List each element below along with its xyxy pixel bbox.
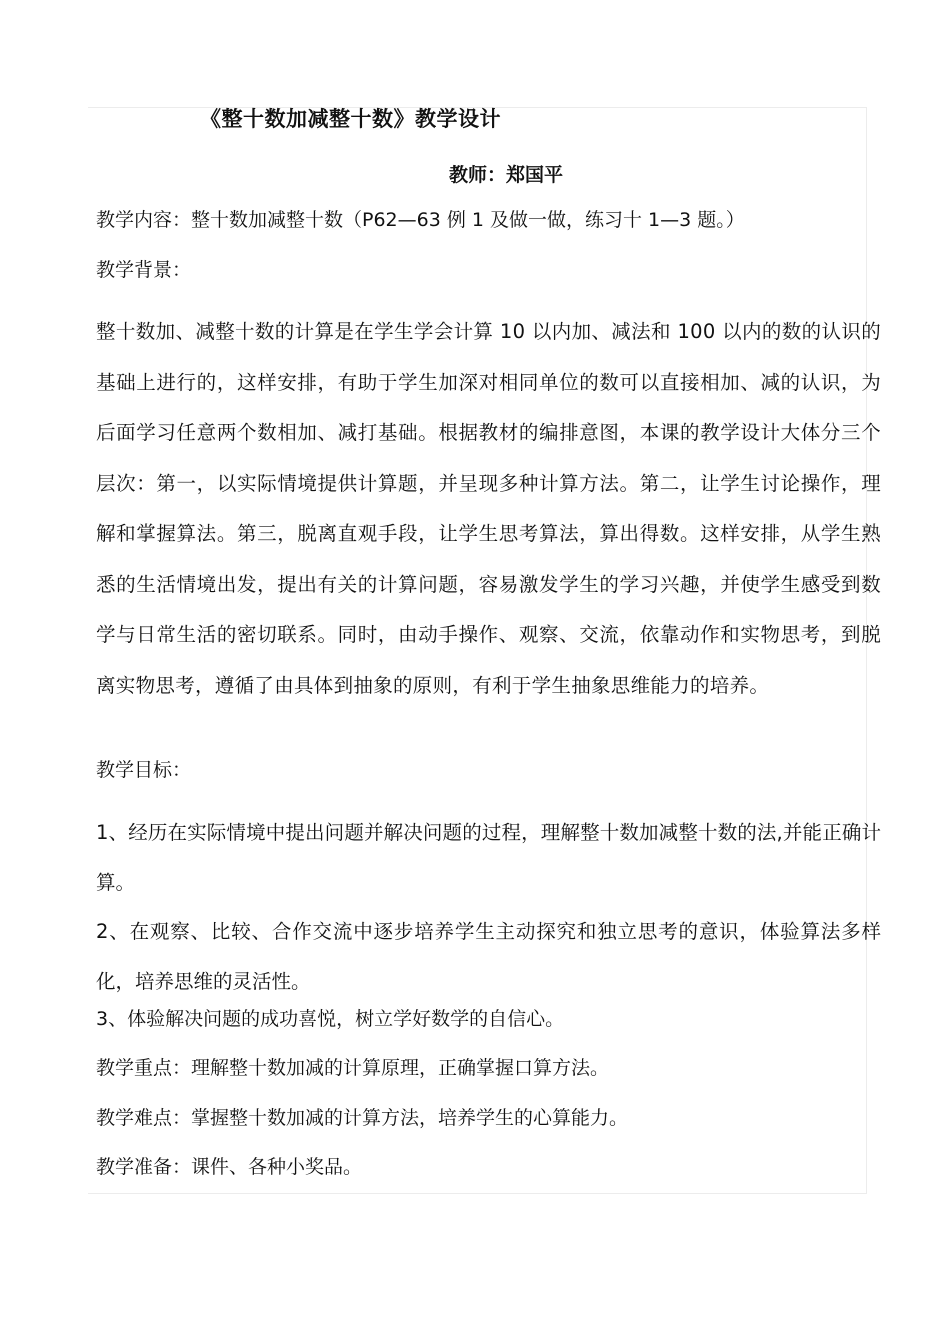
difficult-point: 教学难点：掌握整十数加减的计算方法，培养学生的心算能力。 [96,1107,629,1129]
goals-heading: 教学目标： [96,759,192,781]
goal-item-1: 1、经历在实际情境中提出问题并解决问题的过程，理解整十数加减整十数的法,并能正确计算。 [96,821,881,894]
document-title: 《整十数加减整十数》教学设计 [200,107,501,131]
teacher-name: 教师：郑国平 [449,164,564,186]
goal-item-2: 2、在观察、比较、合作交流中逐步培养学生主动探究和独立思考的意识，体验算法多样化，培养思维的灵活性。 [96,920,881,993]
background-paragraph: 整十数加、减整十数的计算是在学生学会计算 10 以内加、减法和 100 以内的数的认识的基础上进行的，这样安排，有助于学生加深对相同单位的数可以直接相加、减的认识，为后面学习任意两个数相加、减打基础。根据教材的编排意图，本课的教学设计大体分三个层次：第一，以实际情境提供计算题，并呈现多种计算方法。第二，让学生讨论操作，理解和掌握算法。第三，脱离直观手段，让学生思考算法，算出得数。这样安排，从学生熟悉的生活情境出发，提出有关的计算问题，容易激发学生的学习兴趣，并使学生感受到数学与日常生活的密切联系。同时，由动手操作、观察、交流，依靠动作和实物思考，到脱离实物思考，遵循了由具体到抽象的原则，有利于学生抽象思维能力的培养。 [96,320,881,697]
background-heading: 教学背景： [96,259,192,281]
preparation: 教学准备：课件、各种小奖品。 [96,1156,363,1178]
key-point: 教学重点：理解整十数加减的计算原理，正确掌握口算方法。 [96,1057,610,1079]
teaching-content: 教学内容：整十数加减整十数（P62—63 例 1 及做一做，练习十 1—3 题。） [96,209,745,231]
goal-item-3: 3、体验解决问题的成功喜悦，树立学好数学的自信心。 [96,1008,565,1030]
